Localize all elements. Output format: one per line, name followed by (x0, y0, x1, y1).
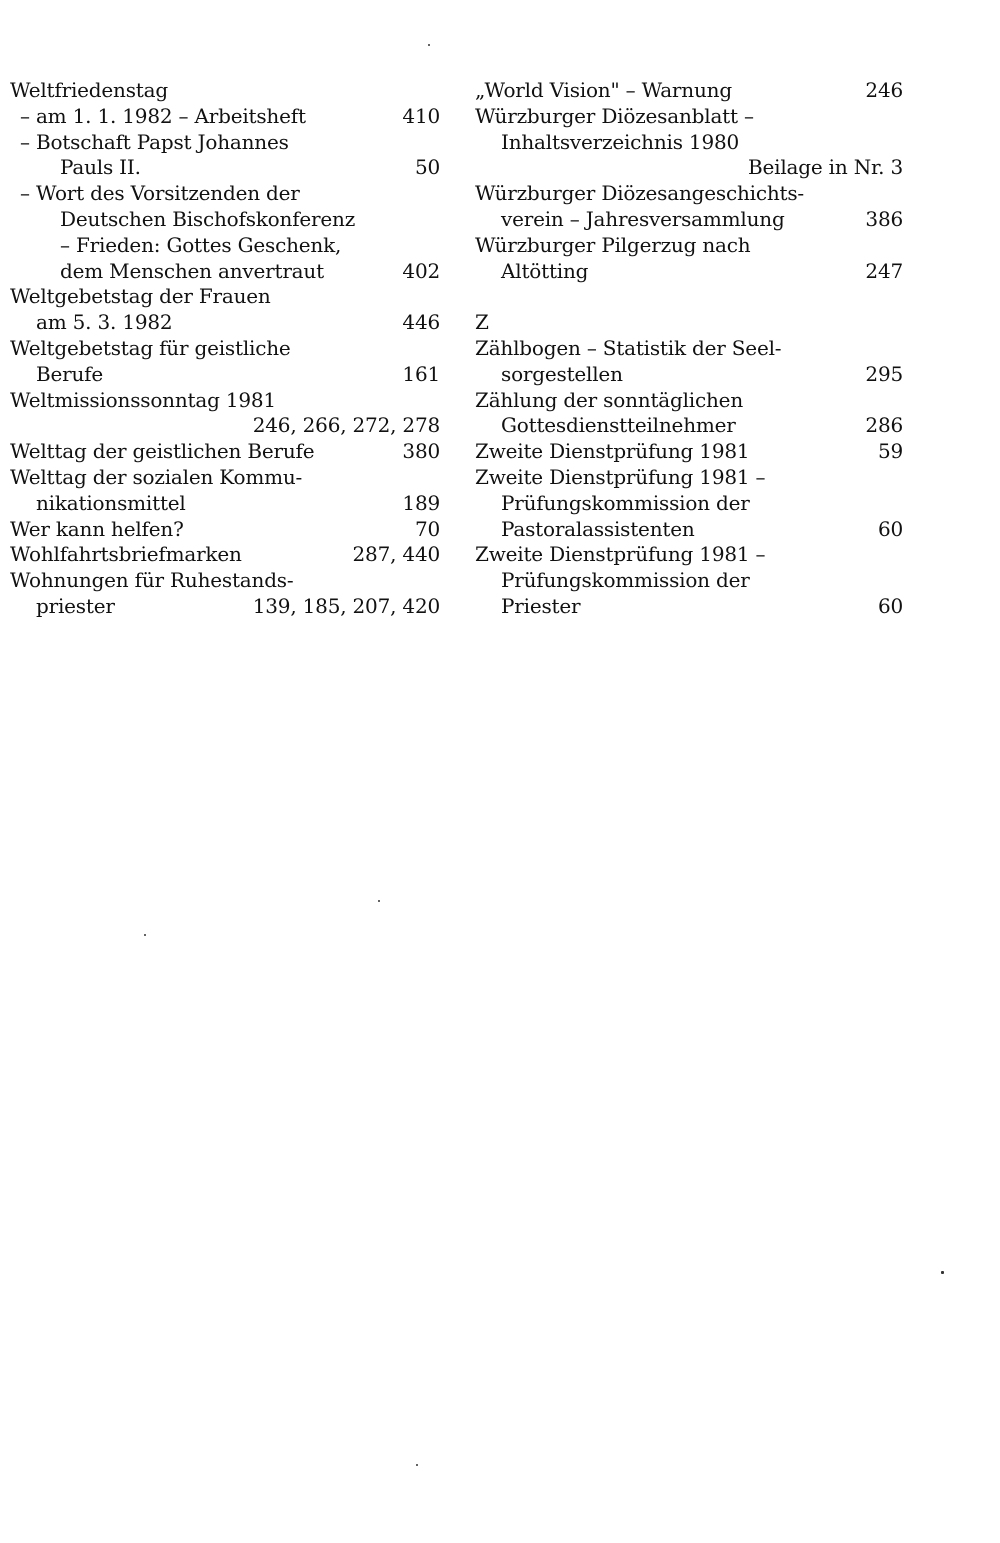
index-entry (475, 207, 903, 233)
index-entry (475, 78, 903, 104)
index-entry (475, 568, 903, 594)
index-entry (475, 517, 903, 543)
index-entry (10, 594, 440, 620)
index-entry (475, 104, 903, 130)
entry-page: 246 (865, 78, 903, 102)
entry-page: Beilage in Nr. 3 (748, 155, 903, 180)
scan-speck (378, 900, 380, 902)
entry-text: verein – Jahresversammlung (501, 206, 785, 231)
entry-text: Altötting (501, 258, 589, 283)
entry-text: Pastoralassistenten (501, 516, 695, 541)
entry-text: priester (36, 593, 115, 618)
index-entry (475, 491, 903, 517)
index-entry (10, 259, 440, 285)
index-entry (10, 517, 440, 543)
entry-text: – Frieden: Gottes Geschenk, (60, 232, 342, 257)
entry-text: Würzburger Pilgerzug nach (475, 232, 751, 257)
entry-text: Würzburger Diözesangeschichts- (475, 181, 804, 206)
index-entry (475, 439, 903, 465)
entry-text: nikationsmittel (36, 490, 186, 515)
index-entry (475, 388, 903, 414)
index-entry (475, 336, 903, 362)
entry-text: Deutschen Bischofskonferenz (60, 206, 356, 231)
index-entry (475, 594, 903, 620)
entry-page: 60 (877, 516, 903, 541)
index-entry (475, 362, 903, 388)
entry-page: 50 (414, 155, 440, 180)
index-entry (10, 104, 440, 130)
index-entry (10, 233, 440, 259)
entry-page: 286 (865, 413, 903, 438)
entry-text: Gottesdienstteilnehmer (501, 413, 736, 438)
entry-page: 446 (402, 310, 440, 335)
index-entry (10, 181, 440, 207)
entry-text: – am 1. 1. 1982 – Arbeitsheft (20, 103, 306, 128)
entry-page: 139, 185, 207, 420 (252, 593, 440, 618)
entry-page: 380 (402, 439, 440, 464)
entry-page: 295 (865, 361, 903, 386)
entry-text: – Wort des Vorsitzenden der (20, 181, 300, 206)
entry-text: Welttag der sozialen Kommu- (10, 464, 303, 489)
index-entry (10, 310, 440, 336)
index-entry (10, 362, 440, 388)
index-entry (10, 336, 440, 362)
index-entry (475, 542, 903, 568)
entry-text: Wohnungen für Ruhestands- (10, 568, 294, 593)
index-column-left (10, 78, 440, 620)
entry-page: 161 (402, 361, 440, 386)
scan-speck (941, 1271, 944, 1274)
entry-page: 247 (865, 258, 903, 283)
index-entry (10, 388, 440, 414)
index-entry (10, 78, 440, 104)
entry-text: dem Menschen anvertraut (60, 258, 324, 283)
index-entry (10, 130, 440, 156)
entry-page: 402 (402, 258, 440, 283)
index-entry (10, 491, 440, 517)
entry-text: Weltmissionssonntag 1981 (10, 387, 276, 412)
entry-text: Weltfriedenstag (10, 78, 168, 102)
entry-text: Weltgebetstag für geistliche (10, 335, 291, 360)
scan-speck (428, 44, 430, 46)
index-entry (475, 130, 903, 156)
index-entry (475, 181, 903, 207)
scan-speck (144, 934, 146, 936)
entry-text: Zählung der sonntäglichen (475, 387, 743, 412)
section-letter (475, 310, 903, 336)
entry-text: „World Vision" – Warnung (475, 78, 732, 102)
entry-text: Berufe (36, 361, 104, 386)
index-entry (10, 155, 440, 181)
entry-text: am 5. 3. 1982 (36, 310, 173, 335)
index-entry (475, 233, 903, 259)
scan-speck (416, 1464, 418, 1466)
section-gap (475, 284, 903, 310)
index-entry (10, 207, 440, 233)
entry-page: 70 (414, 516, 440, 541)
index-entry (10, 465, 440, 491)
entry-text: Wohlfahrtsbriefmarken (10, 542, 242, 567)
entry-page: 59 (877, 439, 903, 464)
entry-text: Priester (501, 593, 581, 618)
index-column-right (475, 78, 903, 620)
entry-page: 386 (865, 206, 903, 231)
section-letter-text: Z (475, 310, 489, 335)
entry-text: Inhaltsverzeichnis 1980 (501, 129, 740, 154)
index-entry (10, 439, 440, 465)
entry-text: Prüfungskommission der (501, 490, 750, 515)
index-entry (475, 413, 903, 439)
entry-text: Zählbogen – Statistik der Seel- (475, 335, 782, 360)
entry-text: sorgestellen (501, 361, 623, 386)
index-entry (10, 284, 440, 310)
entry-text: Zweite Dienstprüfung 1981 – (475, 464, 766, 489)
entry-text: Weltgebetstag der Frauen (10, 284, 271, 309)
entry-page: 287, 440 (352, 542, 440, 567)
index-entry (475, 155, 903, 181)
entry-text: Wer kann helfen? (10, 516, 184, 541)
index-entry (10, 413, 440, 439)
index-entry (475, 465, 903, 491)
entry-page: 410 (402, 103, 440, 128)
entry-text: Prüfungskommission der (501, 568, 750, 593)
entry-text: Pauls II. (60, 155, 141, 180)
index-entry (475, 259, 903, 285)
entry-text: Würzburger Diözesanblatt – (475, 103, 754, 128)
entry-page: 189 (402, 490, 440, 515)
index-entry (10, 542, 440, 568)
entry-text: Zweite Dienstprüfung 1981 (475, 439, 750, 464)
entry-text: Welttag der geistlichen Berufe (10, 439, 315, 464)
entry-page: 246, 266, 272, 278 (252, 413, 440, 438)
entry-text: Zweite Dienstprüfung 1981 – (475, 542, 766, 567)
index-entry (10, 568, 440, 594)
entry-text: – Botschaft Papst Johannes (20, 129, 289, 154)
entry-page: 60 (877, 593, 903, 618)
